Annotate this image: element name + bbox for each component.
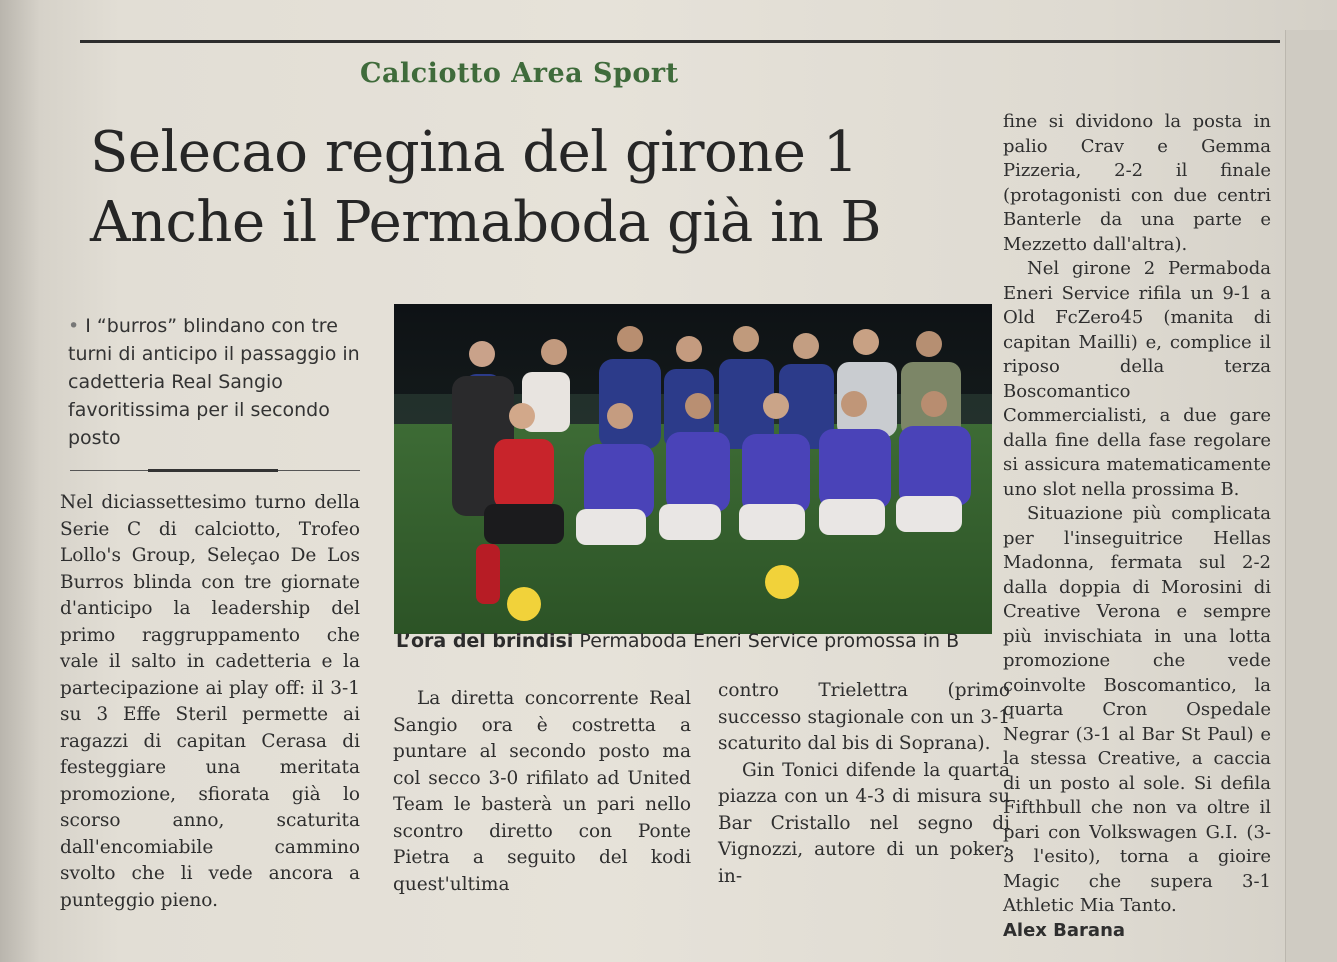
column-3-para-1: contro Trielettra (primo successo stagionale con un 3-1 scaturito dal bis di Soprana). [718, 680, 1010, 754]
headline-line-1: Selecao regina del girone 1 [90, 120, 858, 185]
summary-bullet: • [68, 315, 80, 337]
article-column-3 [718, 678, 1010, 890]
bleed-through-text [80, 0, 1270, 38]
section-kicker: Calciotto Area Sport [360, 58, 679, 89]
article-column-1 [60, 490, 360, 914]
top-rule [80, 40, 1280, 43]
team-photo-icon [394, 304, 992, 634]
column-4-para-2: Nel girone 2 Permaboda Eneri Service rifila un 9-1 a Old FcZero45 (manita di capitan Mailli) e, complice il riposo della terza Boscomantico Commercialisti, a due gare dalla fine della fase regolare si assicura matematicamente uno slot nella prossima B. [1003, 258, 1271, 500]
caption-text: Permaboda Eneri Service promossa in B [573, 630, 960, 652]
summary-text: I “burros” blindano con tre turni di anticipo il passaggio in cadetteria Real Sangio favoritissima per il secondo posto [68, 315, 360, 449]
summary-divider-accent [148, 469, 278, 472]
caption-bold: L’ora del brindisi [396, 630, 574, 652]
column-2-text: La diretta concorrente Real Sangio ora è costretta a puntare al secondo posto ma col secco 3-0 rifilato ad United Team le basterà un pari nello scontro diretto con Ponte Pietra a seguito del kodi quest'ultima [393, 688, 691, 895]
photo-caption [396, 630, 996, 652]
article-column-4 [1003, 110, 1271, 943]
summary-box [68, 312, 368, 452]
column-4-para-3: Situazione più complicata per l'inseguitrice Hellas Madonna, fermata sul 2-2 dalla doppia di Morosini di Creative Verona e sempre più invischiata in una lotta promozione che vede coinvolte Boscomantico, la quarta Cron Ospedale Negrar (3-1 al Bar St Paul) e la stessa Creative, a caccia di un posto al sole. Si defila Fifthbull che non va oltre il pari con Volkswagen G.I. (3-3 l'esito), torna a gioire Magic che supera 3-1 Athletic Mia Tanto. [1003, 503, 1271, 916]
headline [90, 118, 970, 258]
column-3-para-2: Gin Tonici difende la quarta piazza con un 4-3 di misura su Bar Cristallo nel segno di Vignozzi, autore di un poker; in- [718, 759, 1010, 887]
column-4-para-1: fine si dividono la posta in palio Crav e Gemma Pizzeria, 2-2 il finale (protagonisti con due centri Banterle da una parte e Mezzetto dall'altra). [1003, 111, 1271, 255]
article-column-2 [393, 686, 691, 898]
adjacent-page-edge [1285, 30, 1337, 962]
column-1-text: Nel diciassettesimo turno della Serie C di calciotto, Trofeo Lollo's Group, Seleçao De Los Burros blinda con tre giornate d'anticipo la leadership del primo raggruppamento che vale il salto in cadetteria e la partecipazione ai play off: il 3-1 su 3 Effe Steril permette ai ragazzi di capitan Cerasa di festeggiare una meritata promozione, sfiorata già lo scorso anno, scaturita dall'encomiabile cammino svolto che li vede ancora a punteggio pieno. [60, 492, 360, 911]
headline-line-2: Anche il Permaboda già in B [90, 190, 882, 255]
author-byline: Alex Barana [1003, 919, 1126, 941]
team-photo [394, 304, 992, 634]
